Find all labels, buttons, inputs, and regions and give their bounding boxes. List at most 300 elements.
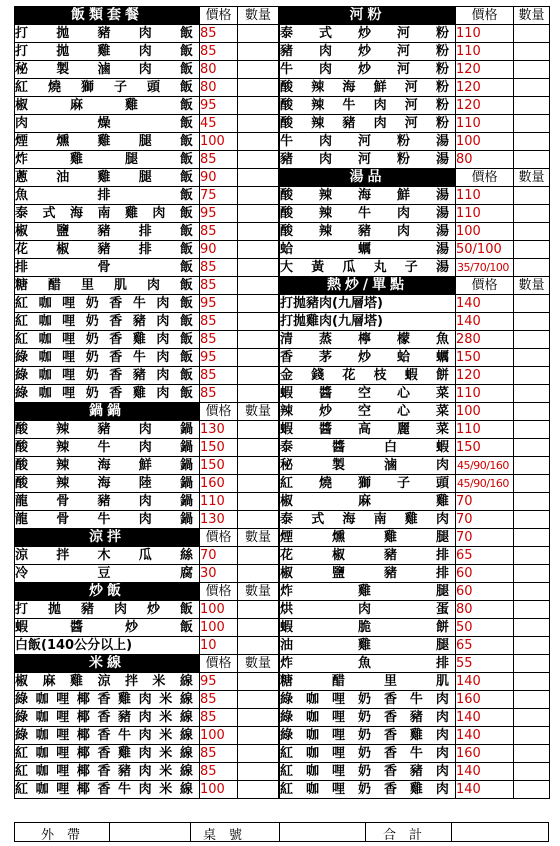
item-quantity-cell[interactable]: [238, 187, 279, 205]
item-name-spaced: [15, 709, 199, 726]
item-quantity-cell[interactable]: [238, 439, 279, 457]
item-name-char: 米: [159, 692, 173, 707]
item-quantity-cell[interactable]: [238, 709, 279, 727]
item-price: 85: [200, 385, 238, 403]
item-name-char: 豬: [357, 224, 371, 239]
item-name-spaced: [280, 61, 455, 78]
item-quantity-cell[interactable]: [514, 133, 550, 151]
item-name-char: 線: [179, 764, 193, 779]
item-quantity-cell[interactable]: [514, 727, 550, 745]
item-price: 150: [456, 349, 514, 367]
item-name-char: 雞: [404, 512, 418, 527]
item-name-char: 空: [357, 404, 371, 419]
item-quantity-cell[interactable]: [238, 547, 279, 565]
item-name-char: 飯: [179, 314, 193, 329]
item-name-char: 拌: [124, 674, 138, 689]
item-name-char: 排: [138, 224, 152, 239]
item-price: 85: [200, 259, 238, 277]
item-name-char: 咖: [35, 746, 49, 761]
item-name-char: 湯: [435, 134, 449, 149]
item-name: [15, 25, 200, 43]
item-name-char: 魚: [15, 188, 29, 203]
item-name-char: 飯: [179, 80, 193, 95]
item-price: 110: [200, 493, 238, 511]
item-name-char: 湯: [435, 224, 449, 239]
item-name-char: 肉: [435, 782, 449, 797]
item-quantity-cell[interactable]: [238, 475, 279, 493]
item-price: 130: [200, 421, 238, 439]
item-name-char: 雞: [97, 134, 111, 149]
item-quantity-cell[interactable]: [514, 151, 550, 169]
item-name-char: 奶: [357, 746, 371, 761]
item-name-char: 肉: [318, 44, 332, 59]
item-quantity-cell[interactable]: [514, 547, 550, 565]
menu-item-row: [280, 187, 550, 205]
item-name: [280, 43, 456, 61]
item-quantity-cell[interactable]: [514, 439, 550, 457]
quantity-column-header: 數量: [238, 529, 279, 547]
item-name-char: 高: [357, 422, 371, 437]
item-name-char: 飯: [179, 260, 193, 275]
item-price: 95: [200, 349, 238, 367]
item-quantity-cell[interactable]: [238, 97, 279, 115]
item-name-char: 秘: [15, 62, 29, 77]
item-quantity-cell[interactable]: [514, 493, 550, 511]
menu-item-row: [280, 133, 550, 151]
item-quantity-cell[interactable]: [238, 367, 279, 385]
item-name-char: 豆: [97, 566, 111, 581]
item-name-spaced: [280, 349, 455, 366]
item-name-char: 米: [159, 710, 173, 725]
menu-item-row: [280, 637, 550, 655]
item-quantity-cell[interactable]: [238, 61, 279, 79]
item-name-char: 酸: [15, 458, 29, 473]
item-name-char: 咖: [38, 296, 52, 311]
item-name-char: 飯: [179, 602, 193, 617]
menu-item-row: [280, 601, 550, 619]
item-quantity-cell[interactable]: [238, 781, 279, 799]
item-name: [15, 133, 200, 151]
item-name-char: 線: [179, 746, 193, 761]
item-name-char: 飯: [179, 44, 193, 59]
item-quantity-cell[interactable]: [514, 25, 550, 43]
item-name-char: 粉: [435, 116, 449, 131]
item-quantity-cell[interactable]: [238, 421, 279, 439]
quantity-column-header: 數量: [238, 7, 279, 25]
item-quantity-cell[interactable]: [514, 115, 550, 133]
item-name-char: 雞: [357, 584, 371, 599]
item-name-char: 紅: [15, 746, 29, 761]
item-name-spaced: [280, 97, 455, 114]
item-name-char: 豬: [97, 422, 111, 437]
item-name-char: 米: [159, 746, 173, 761]
item-name-char: 炒: [318, 404, 332, 419]
item-price: 100: [200, 133, 238, 151]
item-name-char: 椰: [76, 728, 90, 743]
item-name: [280, 331, 456, 349]
item-name-char: 炒: [357, 62, 371, 77]
item-price: 85: [200, 313, 238, 331]
item-name-char: 大: [280, 260, 294, 275]
item-name-char: 酸: [15, 476, 29, 491]
item-name: [280, 565, 456, 583]
item-name-char: 豬: [383, 548, 397, 563]
item-name-char: 香: [109, 296, 123, 311]
item-name-spaced: [280, 763, 455, 780]
item-name-char: 丸: [373, 260, 387, 275]
item-name-char: 奶: [85, 332, 99, 347]
item-name-char: 米: [152, 674, 166, 689]
item-quantity-cell[interactable]: [238, 223, 279, 241]
item-quantity-cell[interactable]: [514, 763, 550, 781]
menu-item-row: [15, 277, 279, 295]
item-price: 140: [456, 727, 514, 745]
item-quantity-cell[interactable]: [514, 349, 550, 367]
item-quantity-cell[interactable]: [238, 241, 279, 259]
item-name-char: 蔥: [15, 170, 29, 185]
item-name-char: 咖: [305, 728, 319, 743]
item-name-char: 酸: [280, 98, 294, 113]
item-name-char: 蝦: [435, 440, 449, 455]
item-name-char: 肉: [318, 134, 332, 149]
item-quantity-cell[interactable]: [514, 529, 550, 547]
quantity-column-header: 數量: [514, 169, 550, 187]
item-name-char: 肉: [435, 710, 449, 725]
item-name: [280, 187, 456, 205]
item-name-char: 南: [373, 512, 387, 527]
item-name-char: 木: [97, 548, 111, 563]
item-quantity-cell[interactable]: [514, 565, 550, 583]
item-quantity-cell[interactable]: [514, 331, 550, 349]
item-quantity-cell[interactable]: [514, 241, 550, 259]
footer-divider: [279, 823, 280, 841]
item-name-char: 辣: [318, 188, 332, 203]
item-quantity-cell[interactable]: [238, 205, 279, 223]
item-quantity-cell[interactable]: [514, 511, 550, 529]
item-quantity-cell[interactable]: [238, 79, 279, 97]
item-name-char: 子: [113, 80, 127, 95]
item-name-spaced: [15, 151, 199, 168]
item-name-char: 椰: [76, 782, 90, 797]
item-quantity-cell[interactable]: [238, 25, 279, 43]
item-quantity-cell[interactable]: [238, 331, 279, 349]
item-name-char: 雞: [409, 782, 423, 797]
item-name-char: 雞: [357, 638, 371, 653]
item-quantity-cell[interactable]: [238, 673, 279, 691]
item-name: [280, 673, 456, 691]
item-quantity-cell[interactable]: [514, 367, 550, 385]
item-name-char: 湯: [435, 188, 449, 203]
item-quantity-cell[interactable]: [514, 403, 550, 421]
item-price: 100: [200, 727, 238, 745]
item-name-char: 湯: [435, 260, 449, 275]
item-quantity-cell[interactable]: [514, 475, 550, 493]
item-name-char: 煙: [280, 530, 294, 545]
item-name-char: 哩: [62, 296, 76, 311]
left-menu-table: [14, 6, 279, 799]
item-name-char: 蛋: [435, 602, 449, 617]
item-name-char: 飯: [179, 188, 193, 203]
item-price: 120: [456, 61, 514, 79]
item-quantity-cell[interactable]: [238, 295, 279, 313]
item-name-char: 魚: [435, 332, 449, 347]
item-name-char: 飯: [179, 296, 193, 311]
item-name-char: 飯: [179, 278, 193, 293]
item-price: 160: [456, 691, 514, 709]
item-name-spaced: [15, 511, 199, 528]
menu-item-row: [15, 457, 279, 475]
menu-item-row: [280, 151, 550, 169]
menu-item-row: [280, 313, 550, 331]
item-quantity-cell[interactable]: [238, 43, 279, 61]
item-name-spaced: [280, 655, 455, 672]
item-name-char: 豬: [132, 314, 146, 329]
item-quantity-cell[interactable]: [238, 313, 279, 331]
item-name-char: 椒: [15, 98, 29, 113]
item-name-char: 椰: [76, 692, 90, 707]
item-name: [280, 115, 456, 133]
item-name-char: 雞: [69, 152, 83, 167]
item-name-char: 肉: [138, 422, 152, 437]
item-name-spaced: [280, 403, 455, 420]
item-name-spaced: [15, 61, 199, 78]
item-quantity-cell[interactable]: [514, 637, 550, 655]
item-quantity-cell[interactable]: [514, 583, 550, 601]
item-quantity-cell[interactable]: [238, 151, 279, 169]
item-name-char: 煙: [15, 134, 29, 149]
item-quantity-cell[interactable]: [238, 637, 279, 655]
item-name: [280, 223, 456, 241]
item-name-char: 鍋: [179, 494, 193, 509]
item-name-spaced: [280, 493, 455, 510]
menu-item-row: [280, 727, 550, 745]
item-quantity-cell[interactable]: [514, 313, 550, 331]
item-name-char: 香: [97, 764, 111, 779]
item-name: [15, 385, 200, 403]
item-name-char: 燻: [56, 134, 70, 149]
item-name-char: 雞: [435, 494, 449, 509]
item-quantity-cell[interactable]: [514, 601, 550, 619]
item-quantity-cell[interactable]: [238, 259, 279, 277]
item-price: 120: [456, 367, 514, 385]
item-quantity-cell[interactable]: [514, 187, 550, 205]
item-quantity-cell[interactable]: [238, 493, 279, 511]
item-quantity-cell[interactable]: [514, 205, 550, 223]
item-quantity-cell[interactable]: [238, 277, 279, 295]
item-quantity-cell[interactable]: [514, 673, 550, 691]
item-quantity-cell[interactable]: [238, 511, 279, 529]
item-quantity-cell[interactable]: [514, 97, 550, 115]
item-name-char: 鮮: [138, 458, 152, 473]
item-quantity-cell[interactable]: [238, 619, 279, 637]
item-price: 50: [456, 619, 514, 637]
item-name-char: 醬: [318, 386, 332, 401]
item-price: 80: [200, 61, 238, 79]
item-name-char: 肉: [138, 782, 152, 797]
item-name: [15, 151, 200, 169]
item-name-char: 茅: [318, 350, 332, 365]
item-name-char: 糖: [15, 278, 29, 293]
item-name-spaced: [280, 205, 455, 222]
item-name: [15, 97, 200, 115]
item-name-char: 醬: [318, 422, 332, 437]
item-name-char: 心: [396, 404, 410, 419]
item-quantity-cell[interactable]: [514, 691, 550, 709]
menu-item-row: [280, 655, 550, 673]
item-name-char: 瓜: [138, 548, 152, 563]
item-quantity-cell[interactable]: [238, 115, 279, 133]
item-name-char: 牛: [118, 728, 132, 743]
item-name-char: 奶: [85, 368, 99, 383]
item-name-char: 河: [357, 152, 371, 167]
item-name: [15, 781, 200, 799]
item-name-char: 飯: [179, 242, 193, 257]
item-quantity-cell[interactable]: [514, 79, 550, 97]
item-name-char: 蒸: [318, 332, 332, 347]
item-name-char: 酸: [280, 188, 294, 203]
menu-item-row: [280, 259, 550, 277]
item-quantity-cell[interactable]: [514, 421, 550, 439]
item-quantity-cell[interactable]: [238, 727, 279, 745]
item-quantity-cell[interactable]: [514, 709, 550, 727]
menu-item-row: [15, 367, 279, 385]
item-name-char: 雞: [383, 530, 397, 545]
item-quantity-cell[interactable]: [238, 745, 279, 763]
item-quantity-cell[interactable]: [238, 601, 279, 619]
item-name-char: 豬: [80, 602, 94, 617]
item-name-char: 海: [342, 512, 356, 527]
item-name-char: 肉: [138, 512, 152, 527]
menu-item-row: [280, 61, 550, 79]
item-price: 160: [456, 745, 514, 763]
item-quantity-cell[interactable]: [238, 349, 279, 367]
item-name: [15, 115, 200, 133]
item-quantity-cell[interactable]: [514, 61, 550, 79]
item-price: 140: [456, 313, 514, 331]
item-price: 85: [200, 43, 238, 61]
menu-item-row: [15, 619, 279, 637]
item-name-char: 飯: [179, 134, 193, 149]
item-name-char: 椒: [280, 566, 294, 581]
item-name-char: 陸: [138, 476, 152, 491]
menu-item-row: [15, 439, 279, 457]
item-quantity-cell[interactable]: [514, 43, 550, 61]
item-name: [280, 205, 456, 223]
item-quantity-cell[interactable]: [238, 169, 279, 187]
item-name-spaced: [280, 25, 455, 42]
item-quantity-cell[interactable]: [514, 457, 550, 475]
item-name-char: 魚: [357, 656, 371, 671]
item-quantity-cell[interactable]: [514, 781, 550, 799]
menu-item-row: [280, 385, 550, 403]
item-quantity-cell[interactable]: [514, 745, 550, 763]
item-name: [15, 259, 200, 277]
item-quantity-cell[interactable]: [514, 259, 550, 277]
item-name-char: 哩: [62, 314, 76, 329]
item-name-char: 清: [280, 332, 294, 347]
item-name-char: 打: [15, 602, 29, 617]
item-name-char: 酸: [280, 116, 294, 131]
item-quantity-cell[interactable]: [514, 223, 550, 241]
item-name-char: 紅: [280, 782, 294, 797]
item-quantity-cell[interactable]: [238, 385, 279, 403]
item-name-char: 蝦: [404, 368, 418, 383]
item-name-char: 綠: [15, 368, 29, 383]
item-name-char: 獅: [357, 476, 371, 491]
item-name-char: 肉: [152, 206, 166, 221]
item-name-char: 豬: [97, 494, 111, 509]
item-name-char: 粉: [396, 152, 410, 167]
item-quantity-cell[interactable]: [238, 691, 279, 709]
price-column-header: 價格: [200, 529, 238, 547]
item-name-char: 肉: [156, 296, 170, 311]
menu-item-row: [15, 259, 279, 277]
item-quantity-cell[interactable]: [514, 655, 550, 673]
item-quantity-cell[interactable]: [238, 763, 279, 781]
item-name-spaced: [280, 151, 455, 168]
item-price: 60: [456, 565, 514, 583]
item-quantity-cell[interactable]: [514, 295, 550, 313]
item-name: [280, 367, 456, 385]
menu-item-row: [280, 619, 550, 637]
menu-item-row: [280, 745, 550, 763]
item-name-char: 香: [280, 350, 294, 365]
menu-item-row: [15, 421, 279, 439]
item-name-char: 咖: [38, 314, 52, 329]
item-price: 120: [456, 79, 514, 97]
item-name-char: 蛤: [280, 242, 294, 257]
item-quantity-cell[interactable]: [514, 619, 550, 637]
item-name: [15, 241, 200, 259]
item-name-char: 辣: [318, 206, 332, 221]
item-name-char: 哩: [62, 368, 76, 383]
item-name-char: 線: [179, 728, 193, 743]
item-name-char: 豬: [132, 368, 146, 383]
item-name-spaced: [15, 259, 199, 276]
item-price: 35/70/100: [456, 259, 514, 277]
menu-item-row: [280, 511, 550, 529]
item-name-char: 鮮: [396, 188, 410, 203]
item-name-char: 紅: [15, 764, 29, 779]
item-quantity-cell[interactable]: [238, 565, 279, 583]
item-name-char: 河: [404, 98, 418, 113]
item-name-char: 紅: [15, 782, 29, 797]
item-name: 白飯(140公分以上): [15, 637, 200, 655]
item-price: 110: [456, 385, 514, 403]
item-quantity-cell[interactable]: [238, 133, 279, 151]
item-name-char: 咖: [305, 746, 319, 761]
footer-divider: [190, 823, 191, 841]
item-name-char: 辣: [311, 80, 325, 95]
item-name-char: 香: [383, 764, 397, 779]
item-name: [280, 385, 456, 403]
item-name-char: 咖: [305, 764, 319, 779]
item-name-char: 咖: [38, 332, 52, 347]
menu-item-row: [280, 439, 550, 457]
item-price: 90: [200, 169, 238, 187]
menu-item-row: [15, 745, 279, 763]
item-name-char: 涼: [97, 674, 111, 689]
item-name-char: 香: [97, 728, 111, 743]
item-quantity-cell[interactable]: [238, 457, 279, 475]
item-name-char: 酸: [15, 422, 29, 437]
item-name-char: 香: [109, 332, 123, 347]
item-quantity-cell[interactable]: [514, 385, 550, 403]
item-name-char: 腿: [435, 638, 449, 653]
menu-item-row: [15, 763, 279, 781]
item-name-char: 奶: [85, 386, 99, 401]
item-name-char: 綠: [15, 728, 29, 743]
